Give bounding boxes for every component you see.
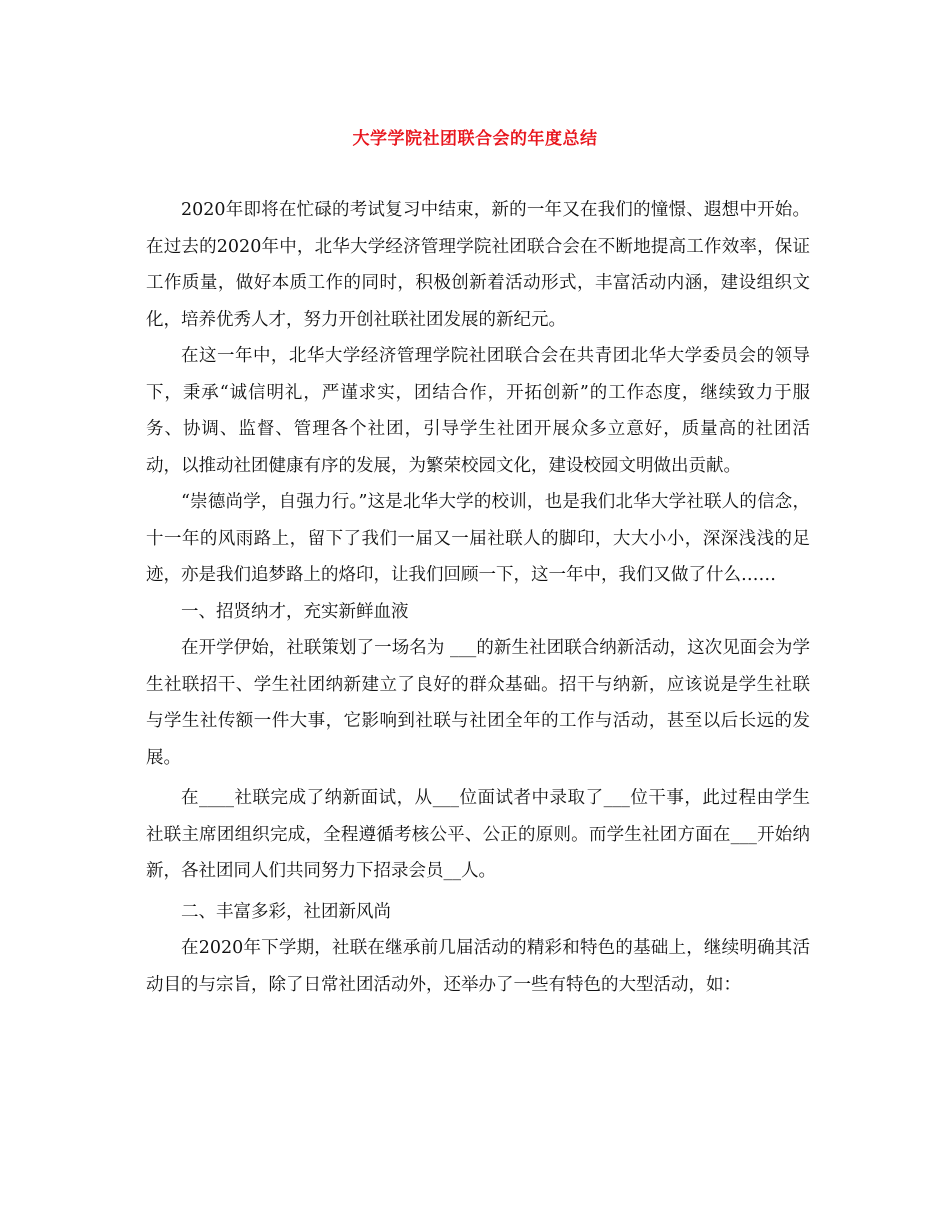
paragraph-recruitment-interview: 在____社联完成了纳新面试，从___位面试者中录取了___位干事，此过程由学生社联主席团组织完成，全程遵循考核公平、公正的原则。而学生社团方面在___开始纳新，各社团同人们共同努力下招录会员__人。 xyxy=(146,788,810,881)
paragraph-intro: 2020年即将在忙碌的考试复习中结束，新的一年又在我们的憧憬、遐想中开始。在过去的2020年中，北华大学经济管理学院社团联合会在不断地提高工作效率，保证工作质量，做好本质工作的同时，积极创新着活动形式，丰富活动内涵，建设组织文化，培养优秀人才，努力开创社联社团发展的新纪元。 xyxy=(146,200,810,330)
section-heading-activities: 二、丰富多彩，社团新风尚 xyxy=(181,901,391,922)
section-heading-recruitment: 一、招贤纳才，充实新鲜血液 xyxy=(181,601,409,622)
paragraph-leadership: 在这一年中，北华大学经济管理学院社团联合会在共青团北华大学委员会的领导下，秉承“诚信明礼，严谨求实，团结合作，开拓创新”的工作态度，继续致力于服务、协调、监督、管理各个社团，引导学生社团开展众多立意好，质量高的社团活动，以推动社团健康有序的发展，为繁荣校园文化，建设校园文明做出贡献。 xyxy=(146,346,810,476)
document-body xyxy=(146,192,810,1003)
paragraph-motto: “崇德尚学，自强力行。”这是北华大学的校训，也是我们北华大学社联人的信念，十一年的风雨路上，留下了我们一届又一届社联人的脚印，大大小小，深深浅浅的足迹，亦是我们追梦路上的烙印，让我们回顾一下，这一年中，我们又做了什么…… xyxy=(146,492,810,585)
paragraph-recruitment-event: 在开学伊始，社联策划了一场名为 ___的新生社团联合纳新活动，这次见面会为学生社联招干、学生社团纳新建立了良好的群众基础。招干与纳新，应该说是学生社联与学生社传额一件大事，它影响到社联与社团全年的工作与活动，甚至以后长远的发展。 xyxy=(146,638,810,768)
paragraph-activities: 在2020年下学期，社联在继承前几届活动的精彩和特色的基础上，继续明确其活动目的与宗旨，除了日常社团活动外，还举办了一些有特色的大型活动，如： xyxy=(146,938,810,995)
document-title: 大学学院社团联合会的年度总结 xyxy=(352,129,598,149)
